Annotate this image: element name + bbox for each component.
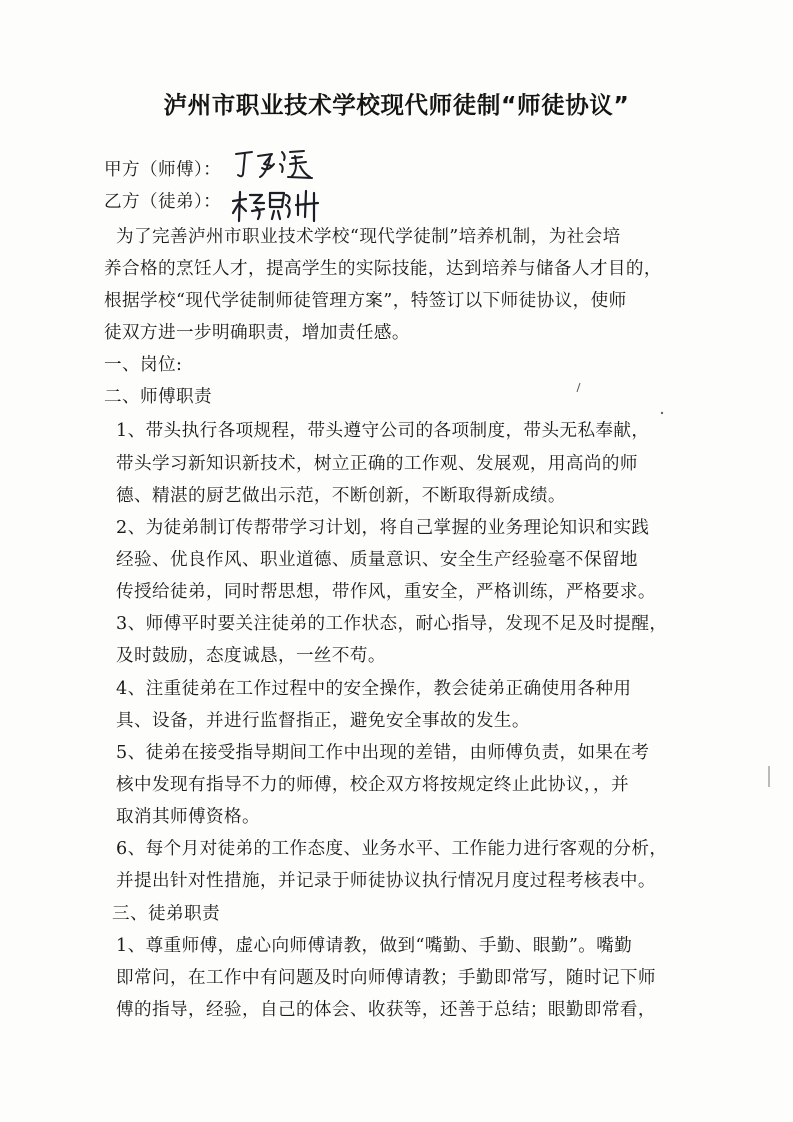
master-item-line: 带头学习新知识新技术，树立正确的工作观、发展观，用高尚的师 [116, 454, 638, 474]
master-item-line: 并提出针对性措施，并记录于师徒协议执行情况月度过程考核表中。 [116, 871, 656, 891]
scan-speck [574, 382, 584, 394]
intro-line: 徒双方进一步明确职责，增加责任感。 [104, 323, 410, 343]
intro-line: 为了完善泸州市职业技术学校“现代学徒制”培养机制，为社会培 [116, 227, 621, 247]
document-title: 泸州市职业技术学校现代师徒制“师徒协议” [163, 91, 630, 119]
master-item-line: 传授给徒弟，同时帮思想，带作风，重安全，严格训练，严格要求。 [116, 582, 656, 602]
section-heading-master-duties: 二、师傅职责 [104, 387, 212, 407]
master-item-line: 4、注重徒弟在工作过程中的安全操作，教会徒弟正确使用各种用 [116, 679, 632, 699]
scan-speck [659, 410, 665, 416]
scan-speck [766, 765, 772, 789]
apprentice-item-line: 即常问，在工作中有问题及时向师傅请教；手勤即常写，随时记下师 [116, 968, 656, 988]
master-item-line: 核中发现有指导不力的师傅，校企双方将按规定终止此协议，，并 [116, 775, 630, 795]
apprentice-item-line: 傅的指导，经验，自己的体会、收获等，还善于总结；眼勤即常看， [116, 1000, 656, 1020]
master-item-line: 1、带头执行各项规程，带头遵守公司的各项制度，带头无私奉献， [116, 421, 650, 441]
party-b-signature [230, 187, 330, 225]
master-item-line: 取消其师傅资格。 [116, 807, 260, 827]
section-heading-apprentice-duties: 三、徒弟职责 [112, 904, 220, 924]
party-a-signature [232, 144, 322, 184]
section-heading-position: 一、岗位: [104, 355, 183, 375]
intro-line: 养合格的烹饪人才，提高学生的实际技能，达到培养与储备人才目的， [104, 259, 662, 279]
master-item-line: 具、设备，并进行监督指正，避免安全事故的发生。 [116, 711, 530, 731]
apprentice-item-line: 1、尊重师傅，虚心向师傅请教，做到“嘴勤、手勤、眼勤”。嘴勤 [116, 936, 633, 956]
master-item-line: 经验、优良作风、职业道德、质量意识、安全生产经验毫不保留地 [116, 550, 638, 570]
master-item-line: 6、每个月对徒弟的工作态度、业务水平、工作能力进行客观的分析， [116, 839, 668, 859]
master-item-line: 德、精湛的厨艺做出示范，不断创新，不断取得新成绩。 [116, 486, 566, 506]
party-b-label: 乙方（徒弟）： [104, 192, 222, 212]
master-item-line: 5、徒弟在接受指导期间工作中出现的差错，由师傅负责，如果在考 [116, 743, 650, 763]
master-item-line: 2、为徒弟制订传帮带学习计划，将自己掌握的业务理论知识和实践 [116, 518, 650, 538]
master-item-line: 及时鼓励，态度诚恳，一丝不苟。 [116, 646, 386, 666]
party-a-label: 甲方（师傅）： [104, 160, 222, 180]
intro-line: 根据学校“现代学徒制师徒管理方案”，特签订以下师徒协议，使师 [104, 291, 627, 311]
master-item-line: 3、师傅平时要关注徒弟的工作状态，耐心指导，发现不足及时提醒， [116, 614, 668, 634]
